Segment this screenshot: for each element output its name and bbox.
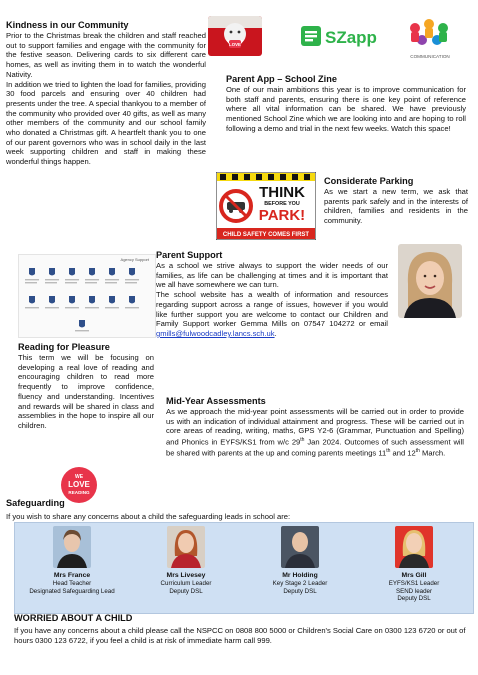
christmas-card-image xyxy=(208,16,262,56)
kindness-paragraph-2: In addition we tried to lighten the load for families, providing 30 food parcels and ensuring over 40 children had presents under the tree. A special thankyou to a member of the community who provided over 40 gifts, as well as many other members of the community and our school family who donated a Christmas gift. A heartfelt thank you to one of our parent governors who was in school daily in the last week supporting children and staff in making these wonderful things happen. xyxy=(6,79,206,167)
midyear-text xyxy=(166,407,464,459)
considerate-parking-section xyxy=(324,176,468,226)
agency-support-chart-image xyxy=(18,254,156,338)
lead-photo xyxy=(281,526,319,568)
midyear-sup-3: th xyxy=(415,448,420,455)
safeguarding-lead-card xyxy=(357,526,471,603)
parent-support-paragraph-2 xyxy=(156,290,388,339)
kindness-section xyxy=(6,20,206,167)
midyear-text-1: As we approach the mid-year point assessments will be carried out in order to provide us with an indication of individual attainment and progress. These will be carried out in core areas of reading, writing, maths, GPS Y2-6 (Grammar, Punctuation and Spelling) and Phonics in EYFS/KS1 from w/c 29 xyxy=(166,407,464,447)
lead-role: EYFS/KS1 Leader xyxy=(388,580,440,587)
safeguarding-lead-card xyxy=(129,526,243,595)
lead-name: Mrs Gill xyxy=(401,572,427,579)
parent-support-section xyxy=(156,250,388,339)
lead-photo xyxy=(167,526,205,568)
lead-role: SEND leader xyxy=(395,587,433,595)
parent-support-paragraph-2-text: The school website has a wealth of information and resources regarding support across a range of issues, however if you would like further support you are welcome to contact our Children and Family Support worker Gemma Mills on 07547 104272 or email xyxy=(156,290,388,329)
lead-name: Mrs France xyxy=(53,572,91,579)
lead-photo xyxy=(53,526,91,568)
santa-card-text: LOVE xyxy=(229,42,241,47)
safeguarding-leads-panel xyxy=(14,522,474,614)
badge-reading-text: READING xyxy=(68,490,90,495)
parent-app-text: One of our main ambitions this year is to improve communication for both staff and parents, ensuring there is one key point of reference where all vital information can be shared. We have previously mentioned School Zine which we are looking into and are hoping to roll following a demo and trial in the next few weeks. Watch this space! xyxy=(226,85,466,133)
agency-support-title: Agency Support xyxy=(120,257,149,262)
midyear-text-3: and 12 xyxy=(390,448,416,458)
lead-role: Deputy DSL xyxy=(283,587,317,595)
lead-role: Designated Safeguarding Lead xyxy=(29,587,115,595)
reading-title: Reading for Pleasure xyxy=(18,342,110,352)
mid-year-assessments-section xyxy=(166,396,464,459)
lead-photo xyxy=(395,526,433,568)
lead-name: Mr Holding xyxy=(282,572,318,579)
badge-we-text: WE xyxy=(74,474,84,480)
safeguarding-title: Safeguarding xyxy=(6,498,65,508)
parent-support-paragraph-1: As a school we strive always to support the wider needs of our families, as life can be challenging at times and it is important that we all have somewhere we can turn. xyxy=(156,261,388,290)
szapp-logo-text: SZapp xyxy=(325,28,377,47)
parking-title: Considerate Parking xyxy=(324,176,414,186)
sign-before-you-text: BEFORE YOU xyxy=(264,201,300,207)
safeguarding-lead-card xyxy=(243,526,357,595)
sign-think-text: THINK xyxy=(259,184,305,201)
lead-role: Head Teacher xyxy=(52,580,92,587)
safeguarding-intro: If you wish to share any concerns about a child the safeguarding leads in school are: xyxy=(6,512,291,521)
parent-app-title: Parent App – School Zine xyxy=(226,74,337,84)
parent-support-title: Parent Support xyxy=(156,250,223,260)
safeguarding-lead-card xyxy=(15,526,129,595)
parent-support-email-tail: . xyxy=(274,328,277,338)
midyear-sup-1: th xyxy=(300,437,305,444)
worried-about-child-title: WORRIED ABOUT A CHILD xyxy=(14,613,133,623)
think-before-you-park-sign xyxy=(216,172,316,240)
lead-name: Mrs Livesey xyxy=(166,572,206,579)
midyear-title: Mid-Year Assessments xyxy=(166,396,266,406)
lead-role: Key Stage 2 Leader xyxy=(272,580,328,587)
family-support-worker-photo xyxy=(398,244,462,318)
szapp-logo xyxy=(300,24,386,48)
parent-app-section xyxy=(226,74,466,134)
midyear-text-4: March. xyxy=(419,448,446,458)
kindness-paragraph-1: Prior to the Christmas break the children and staff reached out to support families and engage with the community for the festive season. Delivering cards to six different care homes, as well as inviting them in to watch the wonderful Nativity. xyxy=(6,31,206,79)
kindness-title: Kindness in our Community xyxy=(6,20,129,30)
reading-text: This term we will be focusing on developing a real love of reading and encouraging children to read more frequently to improve confidence, fluency and understanding. Incentives and rewards will be shared in class and assemblies in the hope to inspire all our children. xyxy=(18,353,154,430)
badge-love-text: LOVE xyxy=(68,480,90,489)
sign-footer-text: CHILD SAFETY COMES FIRST xyxy=(222,232,310,238)
worried-about-child-text: If you have any concerns about a child please call the NSPCC on 0808 800 5000 or Children's Social Care on 0300 123 6720 or out of hours 0300 123 6722, if you feel a child is at risk of immediate harm call 999. xyxy=(14,626,466,646)
lead-role: Deputy DSL xyxy=(397,595,431,603)
communication-logo xyxy=(395,16,465,62)
we-love-reading-badge xyxy=(60,466,98,504)
support-email-link[interactable]: gmills@fulwoodcadley.lancs.sch.uk xyxy=(156,328,275,338)
communication-logo-caption: COMMUNICATION xyxy=(410,54,450,59)
midyear-sup-2: th xyxy=(386,448,391,455)
lead-role: Curriculum Leader xyxy=(160,580,212,587)
sign-park-text: PARK! xyxy=(258,207,306,224)
reading-for-pleasure-section xyxy=(18,342,154,431)
lead-role: Deputy DSL xyxy=(169,587,203,595)
parking-text: As we start a new term, we ask that parents park safely and in the interests of children, families and residents in the community. xyxy=(324,187,468,226)
midyear-text-2: Jan 2024. Outcomes of such assessment will be shared with parents at the up and coming parents meetings 11 xyxy=(166,437,464,458)
